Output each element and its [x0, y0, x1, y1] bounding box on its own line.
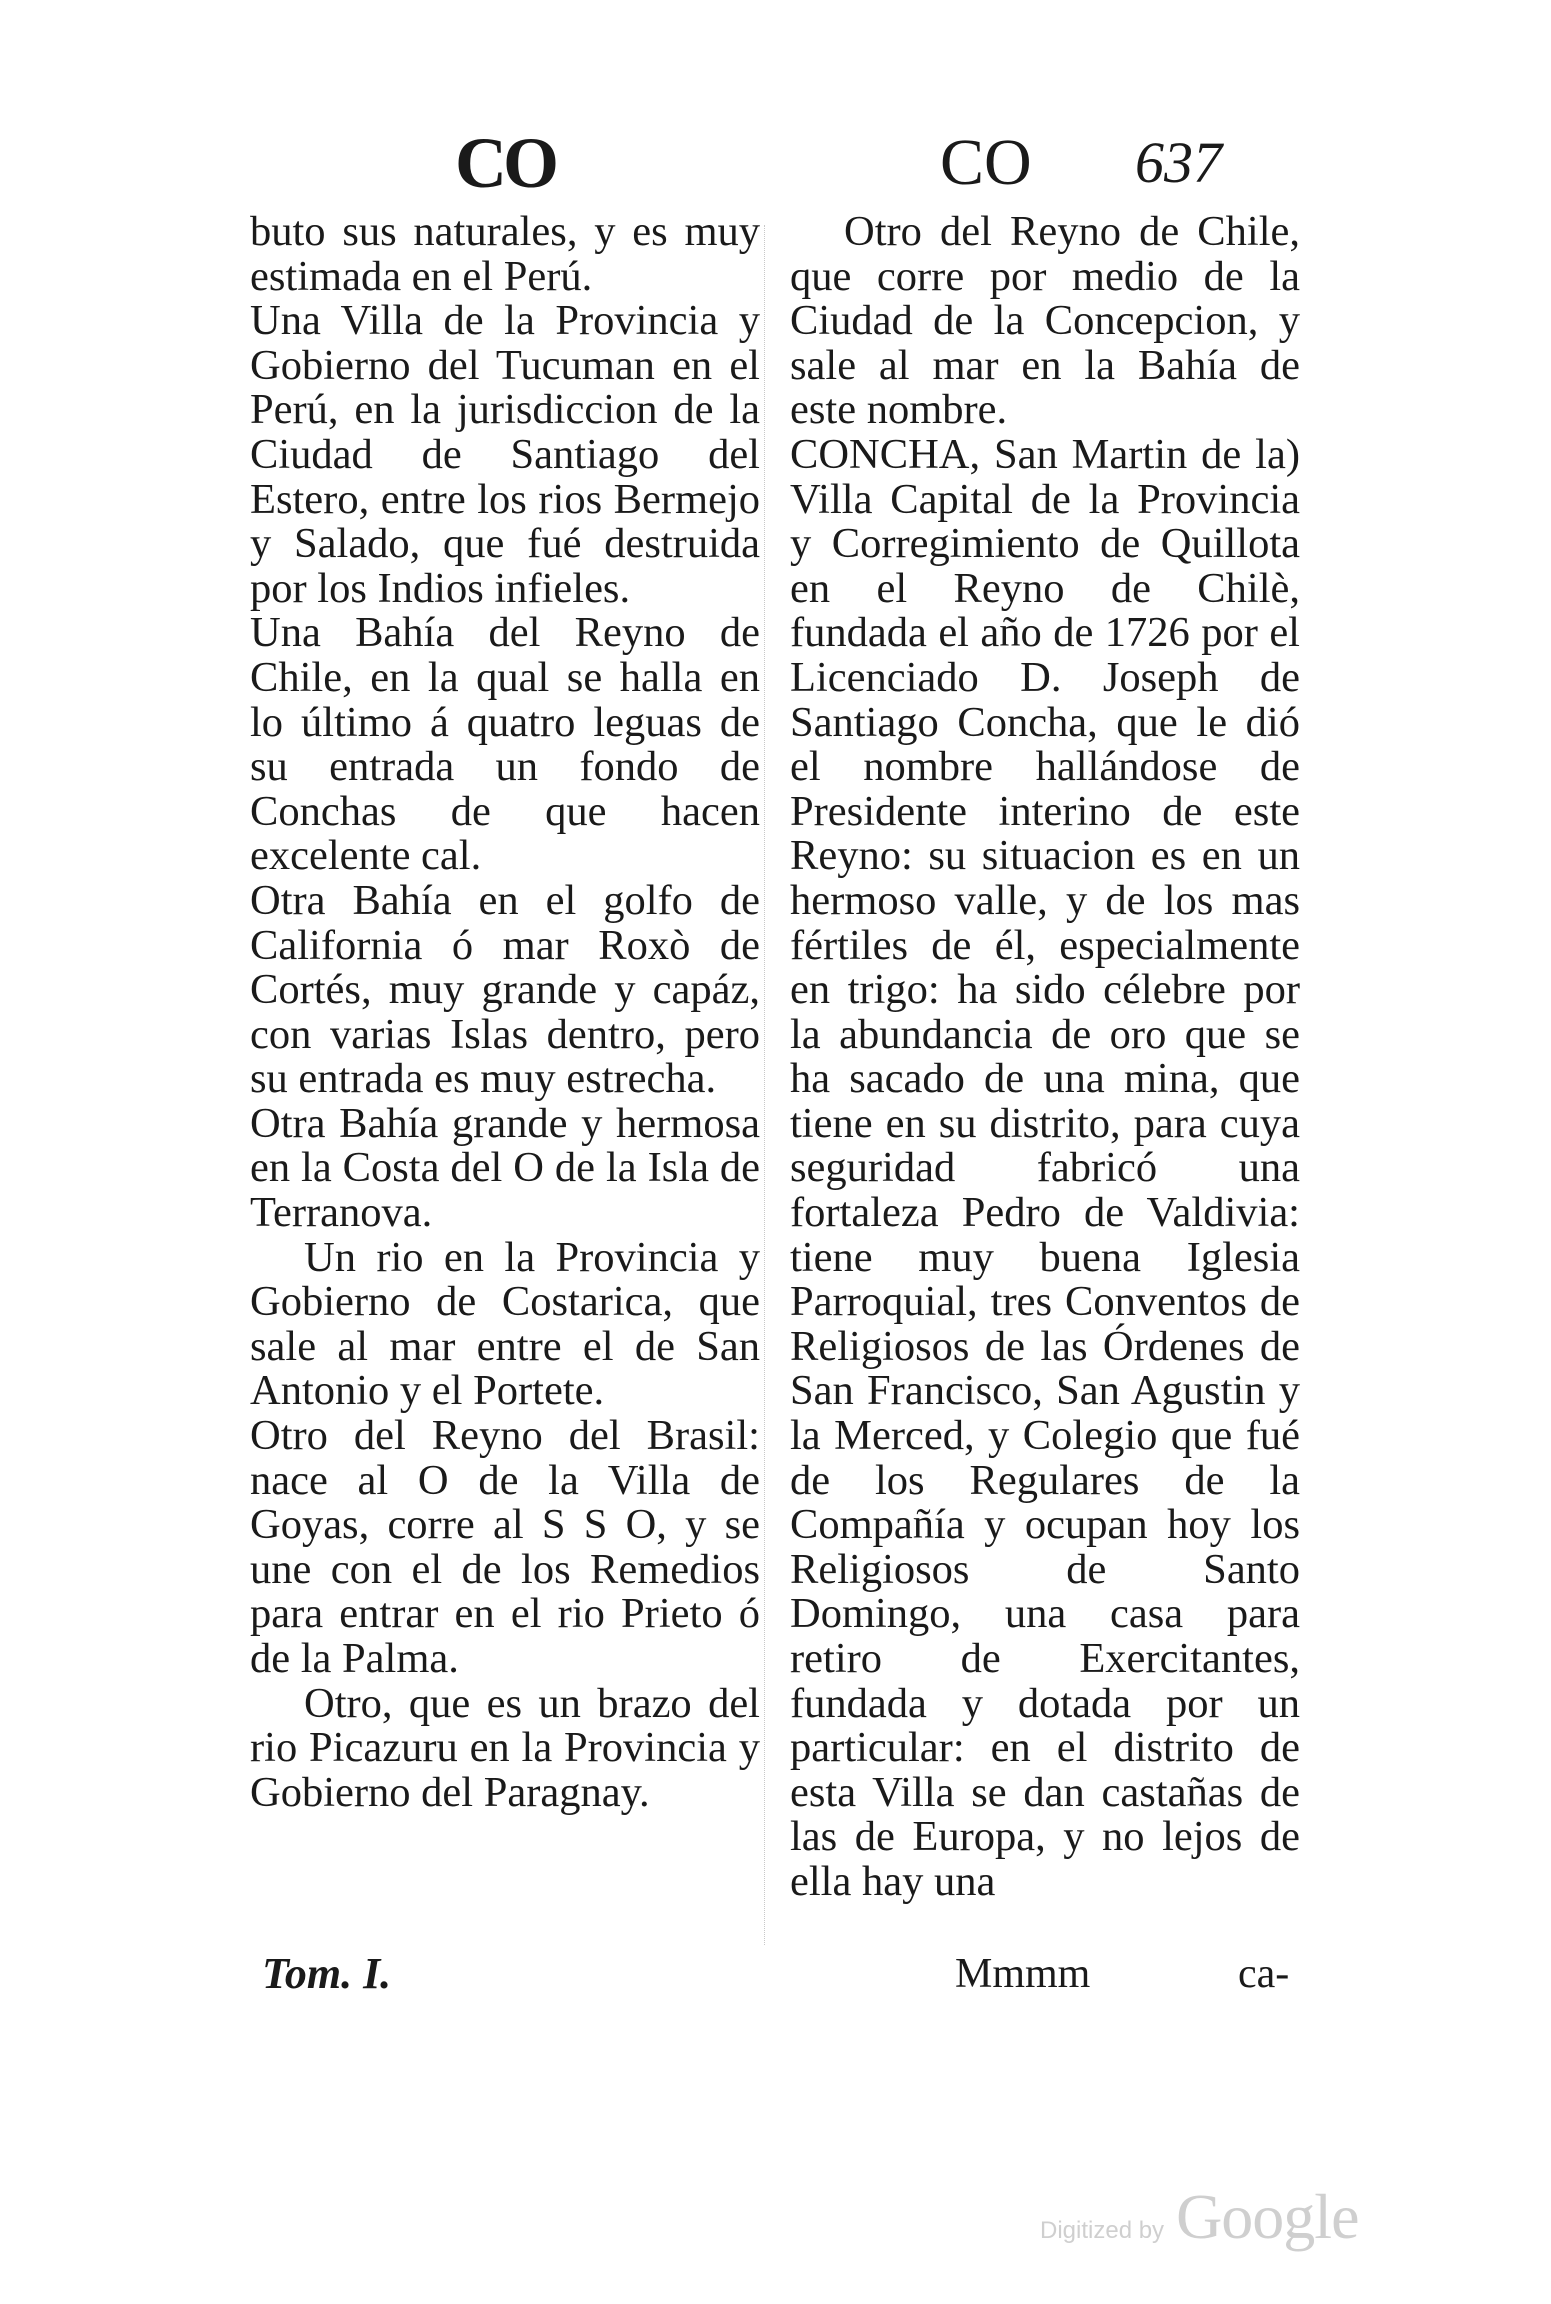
google-logo: Google [1176, 2181, 1359, 2252]
paragraph: CONCHA, San Martin de la) Villa Capital de la Provincia y Corregimiento de Quillota en el Reyno de Chilè, fundada el año de 1726 por el Licenciado D. Joseph de Santiago Concha, que le dió el nombre hallándose de Presidente interino de este Reyno: su situacion es en un hermoso valle, y de los mas fértiles de él, especialmente en trigo: ha sido célebre por la abundancia de oro que se ha sacado de una mina, que tiene en su distrito, para cuya seguridad fabricó una fortaleza Pedro de Valdivia: tiene muy buena Iglesia Parroquial, tres Conventos de Religiosos de las Órdenes de San Francisco, San Agustin y la Merced, y Colegio que fué de los Regulares de la Compañía y ocupan hoy los Religiosos de Santo Domingo, una casa para retiro de Exercitantes, fundada y dotada por un particular: en el distrito de esta Villa se dan castañas de las de Europa, y no lejos de ella hay una [790, 430, 1300, 1905]
paragraph: Una Bahía del Reyno de Chile, en la qual se halla en lo último á quatro leguas de su entrada un fondo de Conchas de que hacen excelente cal. [250, 609, 760, 880]
running-head-right: CO [940, 126, 1032, 199]
paragraph: Otro del Reyno del Brasil: nace al O de la Villa de Goyas, corre al S S O, y se une con el de los Remedios para entrar en el rio Prieto ó de la Palma. [250, 1412, 760, 1682]
catchword: ca- [1238, 1951, 1290, 1997]
watermark-prefix: Digitized by [1040, 2217, 1165, 2244]
right-column [790, 210, 1300, 1905]
running-head [0, 118, 1551, 208]
volume-label: Tom. I. [262, 1949, 392, 1998]
paragraph: Otro, que es un brazo del rio Picazuru en la Provincia y Gobierno del Paragnay. [250, 1679, 760, 1816]
digitized-watermark [1040, 2180, 1358, 2250]
running-head-left: CO [455, 123, 555, 203]
left-column [250, 210, 760, 1815]
paragraph: Otra Bahía grande y hermosa en la Costa del O de la Isla de Terranova. [250, 1099, 760, 1237]
paragraph: Otro del Reyno de Chile, que corre por medio de la Ciudad de la Concepcion, y sale al mar en la Bahía de este nombre. [790, 208, 1300, 434]
paragraph: Un rio en la Provincia y Gobierno de Costarica, que sale al mar entre el de San Antonio y el Portete. [250, 1233, 760, 1415]
paragraph: Una Villa de la Provincia y Gobierno del Tucuman en el Perú, en la jurisdiccion de la Ciudad de Santiago del Estero, entre los rios Bermejo y Salado, que fué destruida por los Indios infieles. [250, 297, 760, 612]
page-number: 637 [1135, 130, 1222, 195]
signature-mark: Mmmm [955, 1951, 1091, 1997]
paragraph: buto sus naturales, y es muy estimada en el Perú. [250, 208, 760, 300]
paragraph: Otra Bahía en el golfo de California ó mar Roxò de Cortés, muy grande y capáz, con varias Islas dentro, pero su entrada es muy estrecha. [250, 876, 760, 1103]
column-divider [764, 225, 765, 1945]
